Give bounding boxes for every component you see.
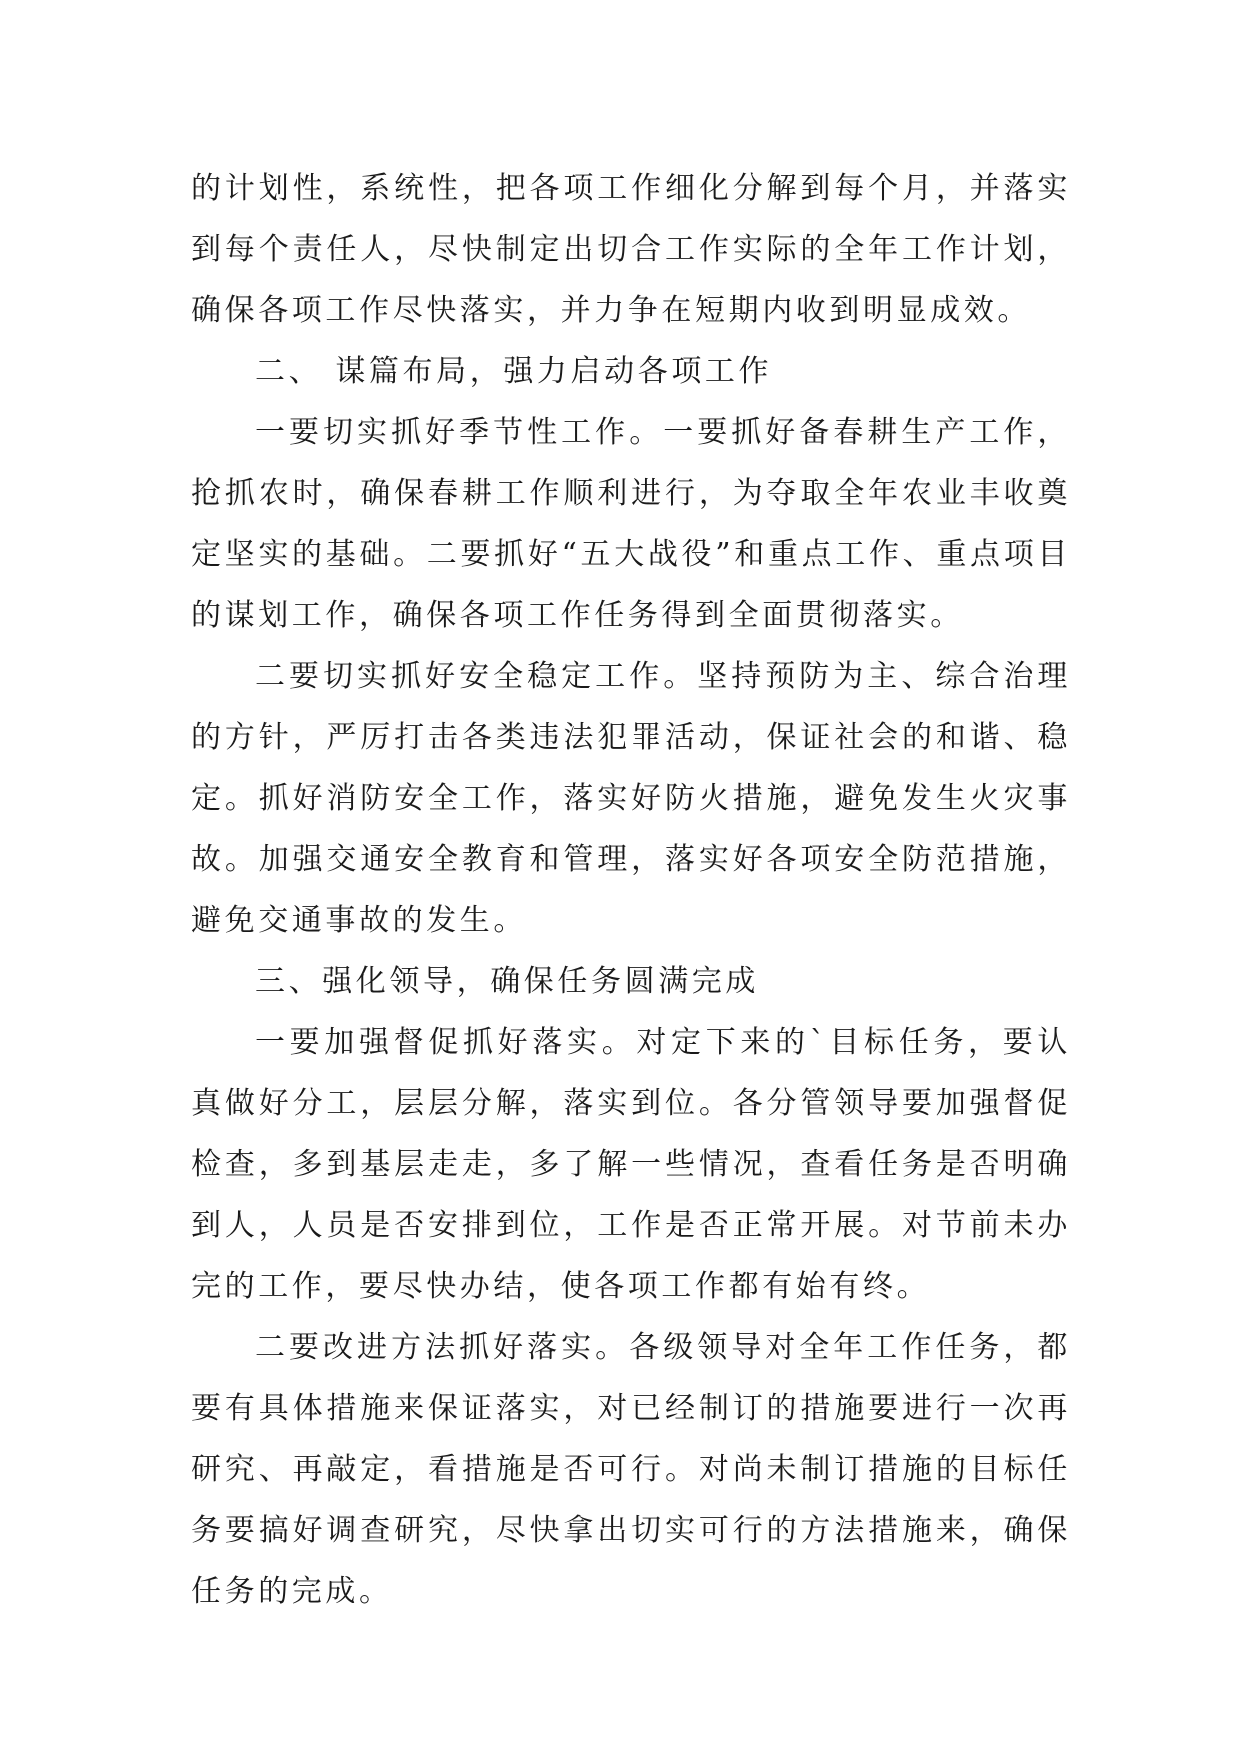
paragraph-improve-methods: 二要改进方法抓好落实。各级领导对全年工作任务，都要有具体措施来保证落实，对已经制订的措施要进行一次再研究、再敲定，看措施是否可行。对尚未制订措施的目标任务要搞好调查研究，尽快拿出切实可行的方法措施来，确保任务的完成。: [191, 1330, 1071, 1609]
paragraph-continuation: 的计划性，系统性，把各项工作细化分解到每个月，并落实到每个责任人，尽快制定出切合工作实际的全年工作计划，确保各项工作尽快落实，并力争在短期内收到明显成效。: [191, 171, 1071, 328]
paragraph-seasonal-work: 一要切实抓好季节性工作。一要抓好备春耕生产工作，抢抓农时，确保春耕工作顺利进行，为夺取全年农业丰收奠定坚实的基础。二要抓好“五大战役”和重点工作、重点项目的谋划工作，确保各项工作任务得到全面贯彻落实。: [191, 415, 1071, 633]
paragraph-supervision: 一要加强督促抓好落实。对定下来的`目标任务，要认真做好分工，层层分解，落实到位。各分管领导要加强督促检查，多到基层走走，多了解一些情况，查看任务是否明确到人，人员是否安排到位，工作是否正常开展。对节前未办完的工作，要尽快办结，使各项工作都有始有终。: [191, 1025, 1071, 1304]
section-heading-2: 二、 谋篇布局，强力启动各项工作: [255, 354, 773, 389]
paragraph-safety-stability: 二要切实抓好安全稳定工作。坚持预防为主、综合治理的方针，严厉打击各类违法犯罪活动，保证社会的和谐、稳定。抓好消防安全工作，落实好防火措施，避免发生火灾事故。加强交通安全教育和管理，落实好各项安全防范措施，避免交通事故的发生。: [191, 659, 1071, 938]
document-body: [191, 158, 1071, 1622]
section-heading-3: 三、强化领导，确保任务圆满完成: [255, 964, 759, 999]
